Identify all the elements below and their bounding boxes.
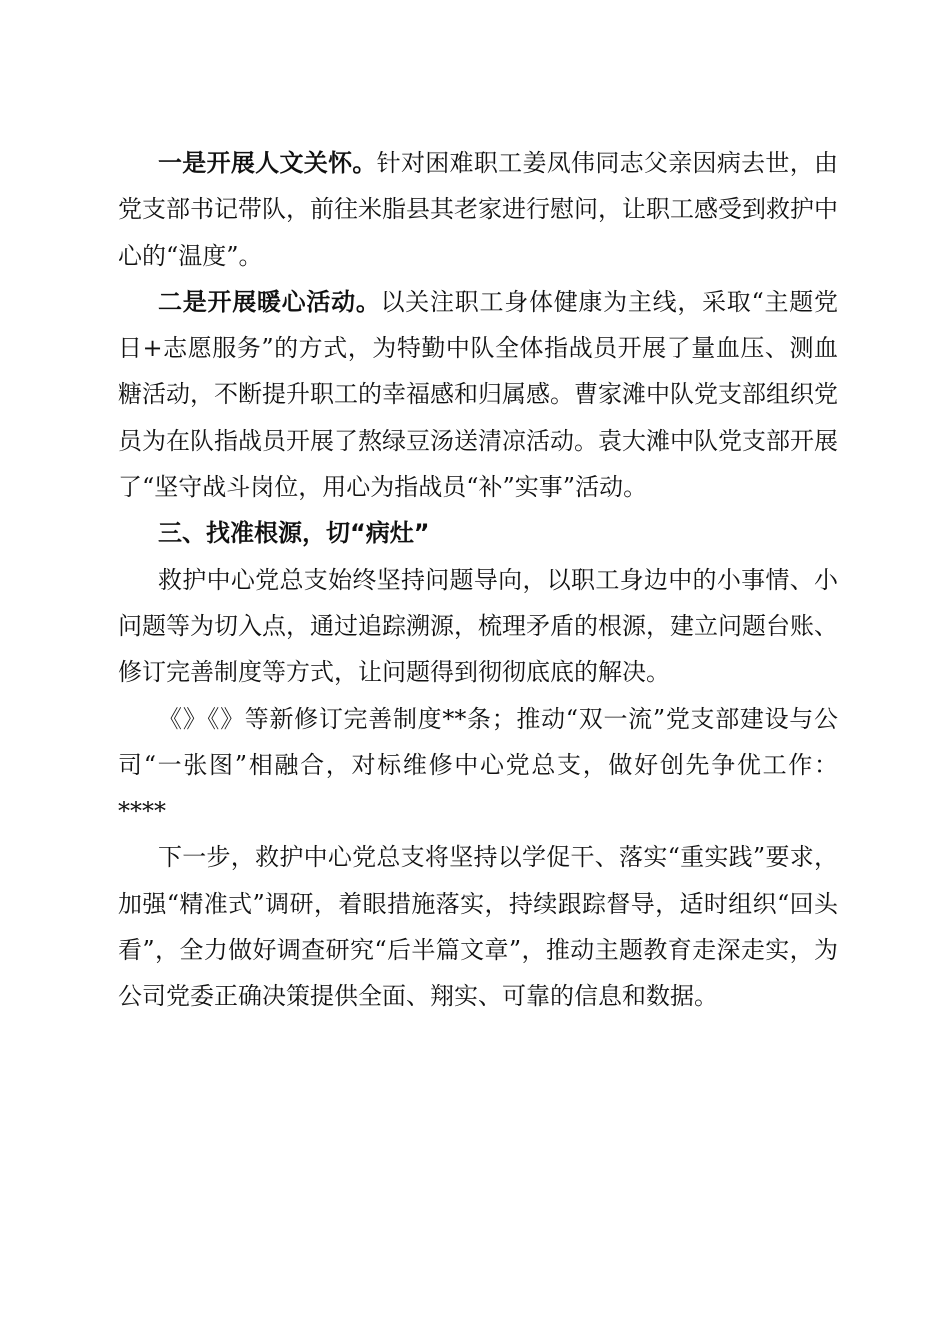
paragraph-warm-activities	[118, 279, 838, 510]
paragraph-revised-systems: 《》《》等新修订完善制度**条；推动“双一流”党支部建设与公司“一张图”相融合，对标维修中心党总支，做好创先争优工作：****	[118, 704, 838, 826]
document-body	[118, 140, 838, 1020]
paragraph-next-steps: 下一步，救护中心党总支将坚持以学促干、落实“重实践”要求，加强“精准式”调研，着眼措施落实，持续跟踪督导，适时组织“回头看”，全力做好调查研究“后半篇文章”，推动主题教育走深走实，为公司党委正确决策提供全面、翔实、可靠的信息和数据。	[118, 843, 838, 1011]
section-heading-3: 三、找准根源，切“病灶”	[158, 519, 430, 548]
paragraph-text: 以关注职工身体健康为主线，采取“主题党日+志愿服务”的方式，为特勤中队全体指战员开展了量血压、测血糖活动，不断提升职工的幸福感和归属感。曹家滩中队党支部组织党员为在队指战员开展了熬绿豆汤送清凉活动。袁大滩中队党支部开展了“坚守战斗岗位，用心为指战员“补”实事”活动。	[118, 287, 838, 502]
paragraph-lead: 一是开展人文关怀。	[158, 149, 377, 177]
paragraph-lead: 二是开展暖心活动。	[158, 287, 381, 316]
paragraph-humanistic-care	[118, 140, 838, 279]
paragraph-problem-oriented: 救护中心党总支始终坚持问题导向，以职工身边中的小事情、小问题等为切入点，通过追踪溯源，梳理矛盾的根源，建立问题台账、修订完善制度等方式，让问题得到彻彻底底的解决。	[118, 565, 838, 687]
paragraph-text: 针对困难职工姜凤伟同志父亲因病去世，由党支部书记带队，前往米脂县其老家进行慰问，让职工感受到救护中心的“温度”。	[118, 149, 839, 270]
